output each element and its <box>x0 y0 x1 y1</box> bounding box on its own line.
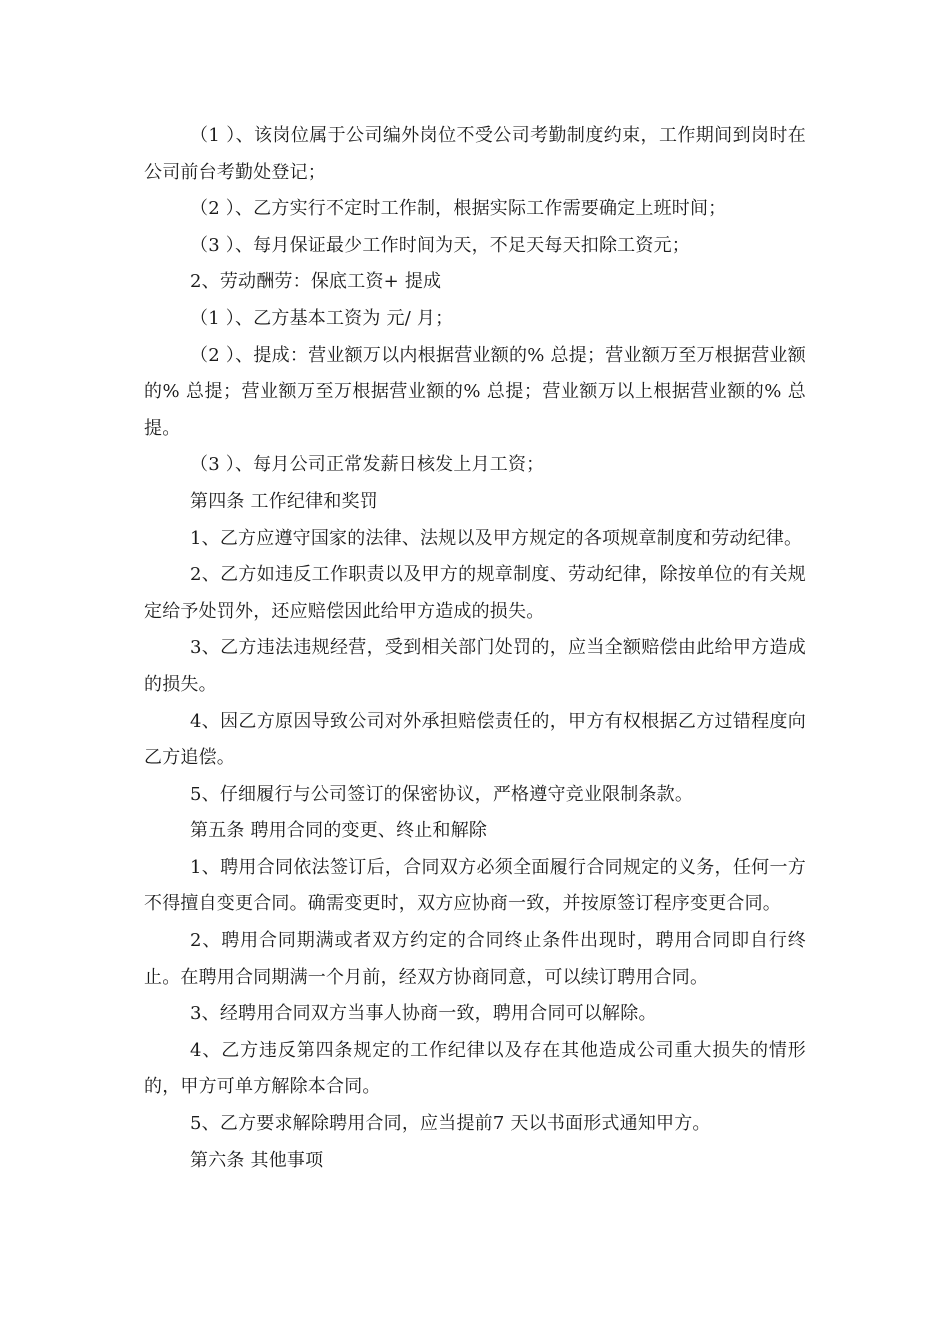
clause-1-2-working-hours: （2 ）、乙方实行不定时工作制，根据实际工作需要确定上班时间； <box>190 198 727 220</box>
clause-2-1-base-salary: （1 ）、乙方基本工资为 元/ 月； <box>190 307 454 329</box>
article-5-item-3: 3、经聘用合同双方当事人协商一致，聘用合同可以解除。 <box>190 1003 657 1025</box>
article-5-heading: 第五条 聘用合同的变更、终止和解除 <box>190 820 488 842</box>
clause-1-3-minimum-time: （3 ）、每月保证最少工作时间为天，不足天每天扣除工资元； <box>190 234 690 256</box>
article-4-item-5: 5、仔细履行与公司签订的保密协议，严格遵守竞业限制条款。 <box>190 783 694 805</box>
article-5-item-2: 2、聘用合同期满或者双方约定的合同终止条件出现时，聘用合同即自行终止。在聘用合同期满一个月前，经双方协商同意，可以续订聘用合同。 <box>144 930 806 988</box>
article-6-heading: 第六条 其他事项 <box>190 1149 324 1171</box>
article-4-item-4: 4、因乙方原因导致公司对外承担赔偿责任的，甲方有权根据乙方过错程度向乙方追偿。 <box>144 710 806 769</box>
article-4-item-2: 2、乙方如违反工作职责以及甲方的规章制度、劳动纪律，除按单位的有关规定给予处罚外，还应赔偿因此给甲方造成的损失。 <box>144 564 806 622</box>
clause-2-2-commission: （2 ）、提成：营业额万以内根据营业额的% 总提；营业额万至万根据营业额的% 总提；营业额万至万根据营业额的% 总提；营业额万以上根据营业额的% 总提。 <box>144 344 806 439</box>
article-5-item-1: 1、聘用合同依法签订后，合同双方必须全面履行合同规定的义务，任何一方不得擅自变更合同。确需变更时，双方应协商一致，并按原签订程序变更合同。 <box>144 856 806 915</box>
clause-1-1-attendance: （1 ）、该岗位属于公司编外岗位不受公司考勤制度约束，工作期间到岗时在公司前台考勤处登记； <box>144 125 806 183</box>
article-5-item-4: 4、乙方违反第四条规定的工作纪律以及存在其他造成公司重大损失的情形的，甲方可单方解除本合同。 <box>144 1039 806 1098</box>
section-2-remuneration: 2、劳动酬劳：保底工资+ 提成 <box>190 271 442 293</box>
article-4-item-1: 1、乙方应遵守国家的法律、法规以及甲方规定的各项规章制度和劳动纪律。 <box>190 527 803 549</box>
article-4-item-3: 3、乙方违法违规经营，受到相关部门处罚的，应当全额赔偿由此给甲方造成的损失。 <box>144 637 806 695</box>
article-5-item-5: 5、乙方要求解除聘用合同，应当提前7 天以书面形式通知甲方。 <box>190 1113 711 1135</box>
document-page <box>144 118 806 1179</box>
article-4-heading: 第四条 工作纪律和奖罚 <box>190 490 378 512</box>
clause-2-3-payday: （3 ）、每月公司正常发薪日核发上月工资； <box>190 454 545 476</box>
